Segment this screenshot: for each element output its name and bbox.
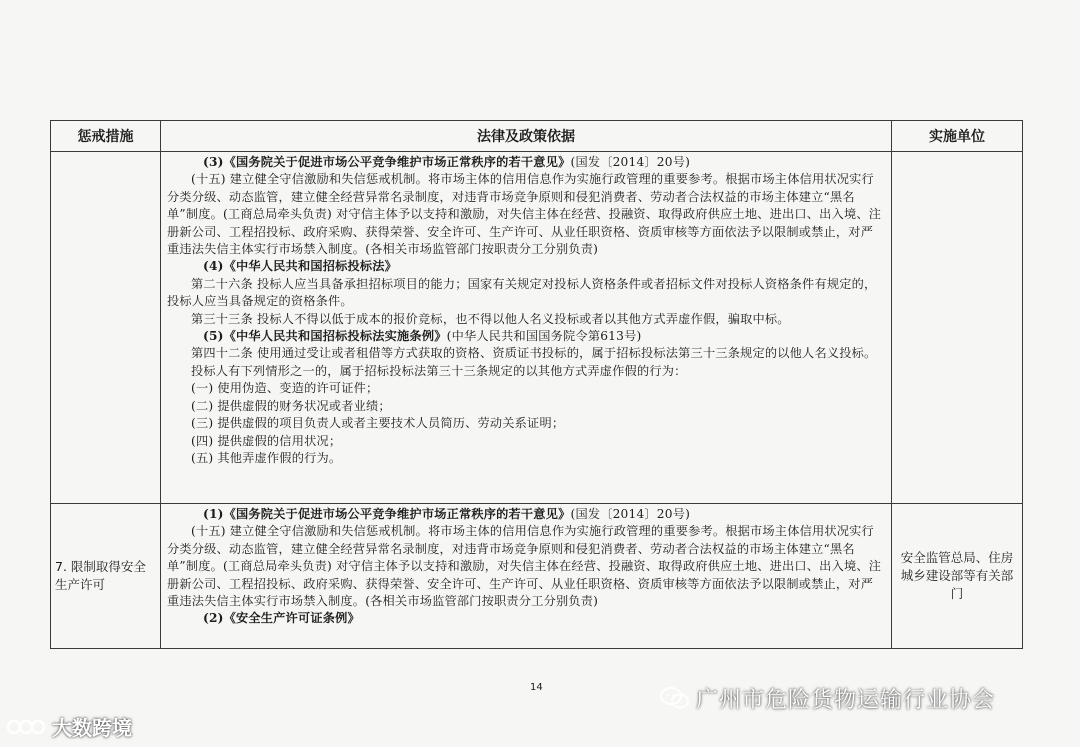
measure-cell [51,152,161,504]
header-basis: 法律及政策依据 [161,121,892,152]
page-number: 14 [530,682,543,693]
list-item: (二) 提供虚假的财务状况或者业绩； [191,398,391,413]
law-number: (4) [203,259,224,274]
unit-cell: 安全监管总局、住房城乡建设部等有关部门 [892,504,1023,649]
law-paragraph: 第二十六条 投标人应当具备承担招标项目的能力；国家有关规定对投标人资格条件或者招标文件对投标人资格条件有规定的，投标人应当具备规定的资格条件。 [167,276,877,309]
list-item: (一) 使用伪造、变造的许可证件； [191,381,379,396]
law-name: 《国务院关于促进市场公平竞争维护市场正常秩序的若干意见》 [223,155,571,169]
list-item: (五) 其他弄虚作假的行为。 [191,450,342,465]
law-name: 《中华人民共和国招标投标法》 [223,259,398,274]
law-title [167,258,885,275]
basis-cell [161,152,892,504]
law-name: 《安全生产许可证条例》 [223,611,360,626]
watermark-left-text: 大数跨境 [52,716,132,740]
header-measure: 惩戒措施 [51,121,161,152]
table-row [51,152,1023,504]
law-paragraph: 投标人有下列情形之一的，属于招标投标法第三十三条规定的以其他方式弄虚作假的行为： [191,363,687,378]
law-paragraph: 第三十三条 投标人不得以低于成本的报价竞标，也不得以他人名义投标或者以其他方式弄虚作假，骗取中标。 [191,311,790,326]
law-paragraph: (十五) 建立健全守信激励和失信惩戒机制。将市场主体的信用信息作为实施行政管理的重要参考。根据市场主体信用状况实行分类分级、动态监管，建立健全经营异常名录制度，对违背市场竞争原则和侵犯消费者、劳动者合法权益的市场主体建立“黑名单”制度。(工商总局牵头负责) 对守信主体予以支持和激励，对失信主体在经营、投融资、取得政府供应土地、进出口、出入境、注册新公司、工程招投标、政府采购、获得荣誉、安全许可、生产许可、从业任职资格、资质审核等方面依法予以限制或禁止，对严重违法失信主体实行市场禁入制度。(各相关市场监管部门按职责分工分别负责) [167,524,882,609]
law-number: (5) [203,329,224,344]
table-row [51,504,1023,649]
law-reference: (国发〔2014〕20号) [570,155,691,169]
wechat-icon [660,686,690,716]
law-title [167,154,885,171]
law-number: (2) [203,611,224,626]
law-paragraph: 第四十二条 使用通过受让或者租借等方式获取的资格、资质证书投标的，属于招标投标法第三十三条规定的以他人名义投标。 [191,346,877,361]
law-title [167,610,885,627]
law-title [167,328,885,345]
law-number: (1) [203,507,224,521]
law-text [161,504,891,628]
law-reference: (国发〔2014〕20号) [570,507,691,521]
law-name: 《中华人民共和国招标投标法实施条例》 [223,329,447,344]
law-name: 《国务院关于促进市场公平竞争维护市场正常秩序的若干意见》 [223,507,571,521]
watermark-right [660,683,995,716]
logo-icon [6,715,46,744]
list-item: (四) 提供虚假的信用状况； [191,433,342,448]
law-paragraph: (十五) 建立健全守信激励和失信惩戒机制。将市场主体的信用信息作为实施行政管理的重要参考。根据市场主体信用状况实行分类分级、动态监管，建立健全经营异常名录制度，对违背市场竞争原则和侵犯消费者、劳动者合法权益的市场主体建立“黑名单”制度。(工商总局牵头负责) 对守信主体予以支持和激励，对失信主体在经营、投融资、取得政府供应土地、进出口、出入境、注册新公司、工程招投标、政府采购、获得荣誉、安全许可、生产许可、从业任职资格、资质审核等方面依法予以限制或禁止，对严重违法失信主体实行市场禁入制度。(各相关市场监管部门按职责分工分别负责) [167,172,882,257]
watermark-right-text: 广州市危险货物运输行业协会 [696,688,996,713]
unit-cell [892,152,1023,504]
law-number: (3) [203,155,224,169]
law-reference: (中华人民共和国国务院令第613号) [446,329,642,344]
basis-cell [161,504,892,649]
law-text [161,152,891,467]
list-item: (三) 提供虚假的项目负责人或者主要技术人员简历、劳动关系证明； [191,416,565,431]
table-header-row [51,121,1023,152]
measures-table [50,120,1023,649]
header-unit: 实施单位 [892,121,1023,152]
watermark-left [6,712,132,744]
measure-cell: 7. 限制取得安全生产许可 [51,504,161,649]
law-title [167,506,885,523]
